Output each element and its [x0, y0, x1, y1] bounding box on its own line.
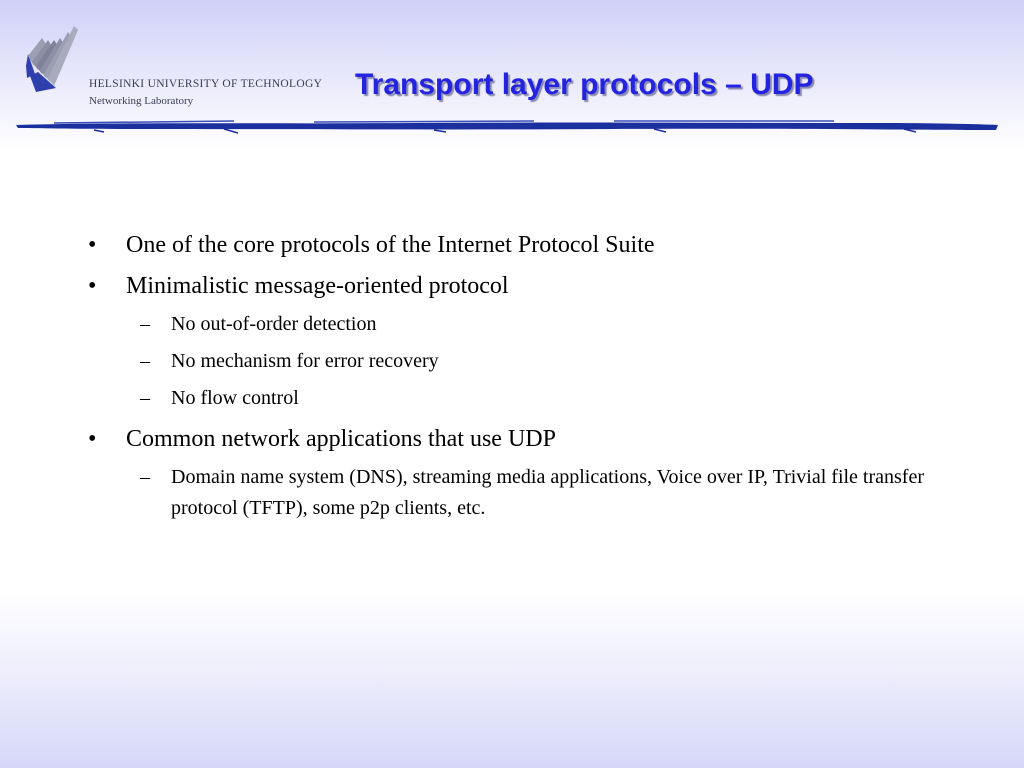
- bullet-text: Common network applications that use UDP: [126, 426, 556, 452]
- bullet-text: No out-of-order detection: [171, 313, 377, 335]
- bullet-text: Minimalistic message-oriented protocol: [126, 273, 509, 299]
- organization-header: [89, 79, 322, 107]
- bullet-marker: •: [88, 273, 97, 299]
- bullet-marker: •: [88, 426, 97, 452]
- brush-divider: [14, 116, 1000, 136]
- sub-bullet-item: [88, 346, 958, 377]
- bullet-text: No flow control: [171, 387, 299, 409]
- bullet-text: One of the core protocols of the Internet Protocol Suite: [126, 232, 655, 258]
- university-logo-icon: [22, 16, 84, 94]
- sub-bullet-item: [88, 309, 958, 340]
- university-name: HELSINKI UNIVERSITY OF TECHNOLOGY: [89, 78, 323, 90]
- sub-bullet-marker: –: [140, 466, 150, 488]
- bullet-marker: •: [88, 232, 97, 258]
- bullet-item: [88, 271, 958, 302]
- sub-bullet-item: [88, 462, 958, 524]
- bullet-item: [88, 230, 958, 261]
- bullet-text: Domain name system (DNS), streaming media applications, Voice over IP, Trivial file transfer protocol (TFTP), some p2p clients, etc.: [171, 466, 925, 519]
- sub-bullet-marker: –: [140, 350, 150, 372]
- bullet-item: [88, 424, 958, 455]
- sub-bullet-marker: –: [140, 313, 150, 335]
- laboratory-name: Networking Laboratory: [89, 94, 194, 107]
- sub-bullet-marker: –: [140, 387, 150, 409]
- slide-title: Transport layer protocols – UDP: [355, 68, 814, 101]
- bullet-text: No mechanism for error recovery: [171, 350, 439, 372]
- sub-bullet-item: [88, 383, 958, 414]
- slide-body: [88, 230, 958, 524]
